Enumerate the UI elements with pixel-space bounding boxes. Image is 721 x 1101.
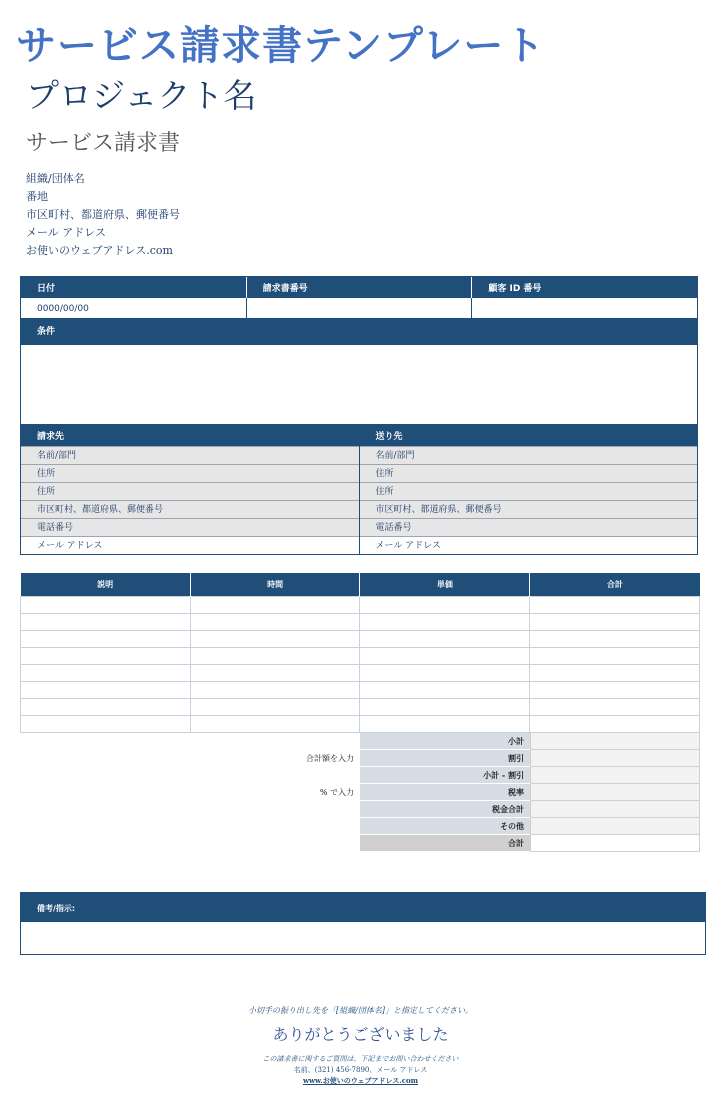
customer-id-field[interactable] (472, 298, 697, 318)
ship-to-header: 送り先 (360, 424, 698, 446)
totals-row (20, 818, 700, 835)
org-email: メール アドレス (26, 226, 106, 239)
customer-id-header: 顧客 ID 番号 (488, 284, 542, 294)
line-item-cell[interactable] (190, 613, 360, 630)
totals-label: 税金合計 (360, 801, 530, 818)
line-item-cell[interactable] (190, 596, 360, 613)
line-items-header-row (21, 573, 700, 596)
amount-header: 合計 (530, 573, 700, 596)
terms-field[interactable] (21, 344, 697, 424)
table-row (21, 630, 700, 647)
totals-label: 小計 - 割引 (360, 767, 530, 784)
line-item-cell[interactable] (21, 681, 191, 698)
date-header: 日付 (21, 277, 247, 298)
invoice-subtitle: サービス請求書 (26, 131, 181, 156)
line-item-cell[interactable] (530, 698, 700, 715)
ship-to-name[interactable]: 名前/部門 (360, 446, 698, 464)
rate-header: 単価 (360, 573, 530, 596)
footer (0, 1005, 721, 1086)
org-website: お使いのウェブアドレス.com (26, 244, 173, 257)
bill-to-address-2[interactable]: 住所 (21, 482, 359, 500)
totals-row (20, 784, 700, 801)
line-item-cell[interactable] (21, 664, 191, 681)
totals-row (20, 733, 700, 750)
totals-value-field[interactable] (530, 784, 700, 801)
ship-to-address-1[interactable]: 住所 (360, 464, 698, 482)
footer-website-link[interactable]: www.お使いのウェブアドレス.com (302, 1076, 419, 1085)
table-row (21, 715, 700, 732)
contact-line: 名前、(321) 456-7890、メール アドレス (293, 1066, 428, 1074)
totals-value-field[interactable] (530, 750, 700, 767)
line-item-cell[interactable] (530, 715, 700, 732)
totals-label: 税率 (360, 784, 530, 801)
table-row (21, 698, 700, 715)
line-item-cell[interactable] (530, 664, 700, 681)
notes-header: 備考/指示: (21, 893, 705, 922)
table-row (21, 647, 700, 664)
totals-hint: 合計額を入力 (306, 754, 354, 763)
line-item-cell[interactable] (360, 630, 530, 647)
line-item-cell[interactable] (21, 596, 191, 613)
invoice-info-section (20, 276, 698, 425)
totals-hint (20, 818, 360, 835)
totals-value-field[interactable] (530, 835, 700, 852)
terms-header: 条件 (21, 318, 697, 344)
totals-block (20, 733, 700, 852)
notes-section (20, 892, 706, 955)
table-row (21, 681, 700, 698)
invoice-number-header: 請求書番号 (247, 277, 473, 298)
date-field[interactable]: 0000/00/00 (21, 298, 247, 318)
line-item-cell[interactable] (360, 613, 530, 630)
hours-header: 時間 (190, 573, 360, 596)
contact-note: この請求書に関するご質問は、下記までお問い合わせください (262, 1055, 459, 1063)
totals-value-field[interactable] (530, 818, 700, 835)
line-item-cell[interactable] (360, 681, 530, 698)
invoice-number-field[interactable] (247, 298, 473, 318)
table-row (21, 596, 700, 613)
bill-to-name[interactable]: 名前/部門 (21, 446, 359, 464)
ship-to-email[interactable]: メール アドレス (360, 536, 698, 554)
line-item-cell[interactable] (190, 715, 360, 732)
bill-to-phone[interactable]: 電話番号 (21, 518, 359, 536)
totals-row (20, 750, 700, 767)
table-row (21, 664, 700, 681)
line-item-cell[interactable] (360, 596, 530, 613)
bill-to-city[interactable]: 市区町村、都道府県、郵便番号 (21, 500, 359, 518)
totals-row (20, 767, 700, 784)
ship-to-city[interactable]: 市区町村、都道府県、郵便番号 (360, 500, 698, 518)
totals-label: 割引 (360, 750, 530, 767)
line-item-cell[interactable] (190, 681, 360, 698)
page-title: サービス請求書テンプレート (16, 23, 546, 69)
line-item-cell[interactable] (190, 698, 360, 715)
invoice-info-value-row (21, 298, 697, 318)
line-item-cell[interactable] (360, 715, 530, 732)
line-item-cell[interactable] (530, 647, 700, 664)
org-name: 組織/団体名 (26, 172, 85, 185)
line-item-cell[interactable] (360, 698, 530, 715)
line-item-cell[interactable] (530, 681, 700, 698)
totals-label: その他 (360, 818, 530, 835)
ship-to-address-2[interactable]: 住所 (360, 482, 698, 500)
line-item-cell[interactable] (530, 596, 700, 613)
line-item-cell[interactable] (530, 630, 700, 647)
org-city: 市区町村、都道府県、郵便番号 (26, 208, 180, 221)
line-item-cell[interactable] (21, 613, 191, 630)
totals-row (20, 835, 700, 852)
notes-field[interactable] (21, 922, 705, 954)
totals-value-field[interactable] (530, 767, 700, 784)
organization-block (26, 170, 180, 260)
invoice-info-header-row (21, 277, 697, 298)
totals-label: 合計 (360, 835, 530, 852)
line-item-cell[interactable] (360, 664, 530, 681)
bill-to-header: 請求先 (21, 424, 359, 446)
totals-hint (20, 767, 360, 784)
totals-row (20, 801, 700, 818)
line-items-table (20, 573, 700, 733)
line-item-cell[interactable] (21, 630, 191, 647)
thank-you-message: ありがとうございました (272, 1025, 449, 1044)
bill-to-email[interactable]: メール アドレス (21, 536, 359, 554)
address-section (20, 424, 698, 555)
totals-hint (20, 733, 360, 750)
line-item-cell[interactable] (190, 664, 360, 681)
line-item-cell[interactable] (190, 630, 360, 647)
ship-to-column (360, 424, 698, 554)
line-item-cell[interactable] (190, 647, 360, 664)
totals-hint (20, 801, 360, 818)
org-street: 番地 (26, 190, 48, 203)
table-row (21, 613, 700, 630)
bill-to-address-1[interactable]: 住所 (21, 464, 359, 482)
line-item-cell[interactable] (21, 647, 191, 664)
line-item-cell[interactable] (21, 715, 191, 732)
totals-label: 小計 (360, 733, 530, 750)
ship-to-phone[interactable]: 電話番号 (360, 518, 698, 536)
description-header: 説明 (21, 573, 191, 596)
totals-hint (20, 835, 360, 852)
totals-value-field[interactable] (530, 801, 700, 818)
line-item-cell[interactable] (530, 613, 700, 630)
line-item-cell[interactable] (21, 698, 191, 715)
project-name: プロジェクト名 (26, 76, 257, 115)
payable-note: 小切手の振り出し先を「[組織/団体名]」と指定してください。 (248, 1006, 473, 1015)
totals-hint: % で入力 (319, 788, 354, 797)
totals-value-field[interactable] (530, 733, 700, 750)
line-item-cell[interactable] (360, 647, 530, 664)
bill-to-column (21, 424, 360, 554)
